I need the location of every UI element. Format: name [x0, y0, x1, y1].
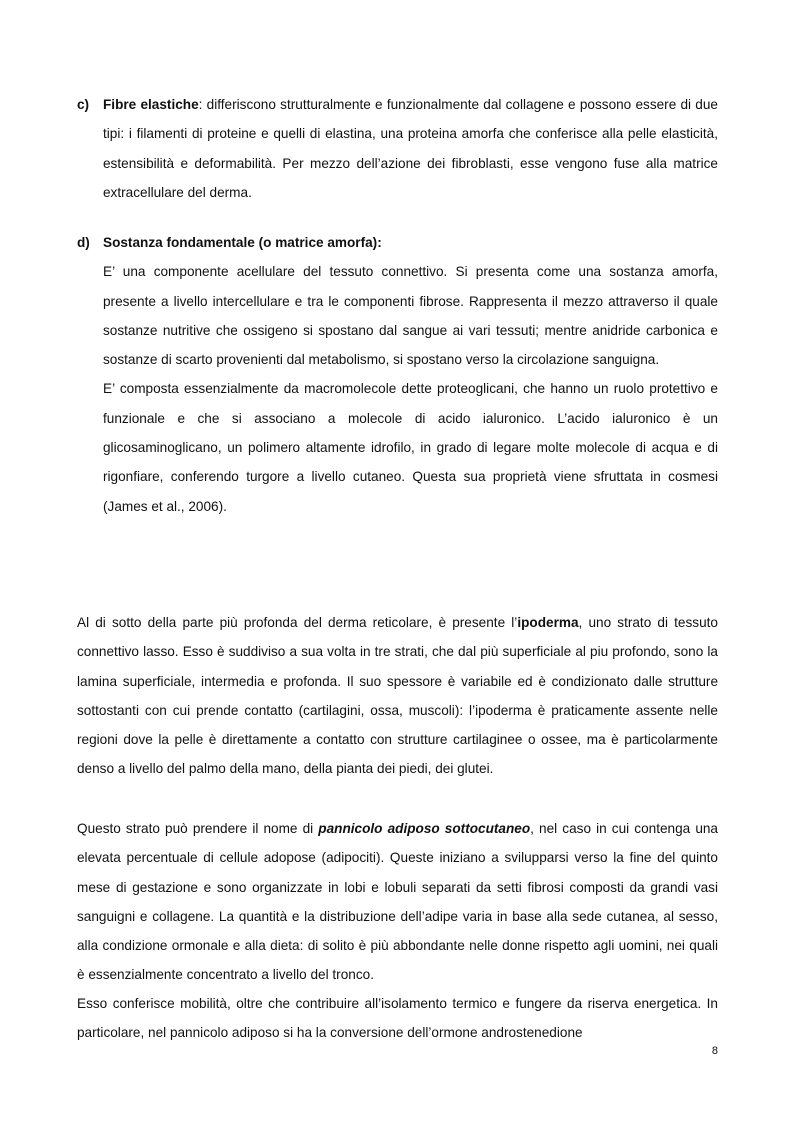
- fibre-elastiche-text: : differiscono strutturalmente e funzionalmente dal collagene e possono essere di due tipi: i filamenti di proteine e quelli di elastina, una proteina amorfa che conferisce alla pelle elasticità, estensibilità e deformabilità. Per mezzo dell’azione dei fibroblasti, esse vengono fuse alla matrice extracellulare del derma.: [103, 97, 718, 200]
- sostanza-paragraph-2: E’ composta essenzialmente da macromolecole dette proteoglicani, che hanno un ruolo protettivo e funzionale e che si associano a molecole di acido ialuronico. L’acido ialuronico è un glicosaminoglicano, un polimero altamente idrofilo, in grado di legare molte molecole di acqua e di rigonfiare, conferendo turgore a livello cutaneo. Questa sua proprietà viene sfruttata in cosmesi (James et al., 2006).: [103, 381, 718, 514]
- list-item-fibre-elastiche: [77, 90, 718, 207]
- list-marker: d): [77, 235, 90, 250]
- pannicolo-text-before: Questo strato può prendere il nome di: [77, 821, 319, 836]
- ipoderma-text-after: , uno strato di tessuto connettivo lasso. Esso è suddiviso a sua volta in tre strati, che dal più superficiale al piu profondo, sono la lamina superficiale, intermedia e profonda. Il suo spessore è variabile ed è condizionato dalle strutture sottostanti con cui prende contatto (cartilagini, ossa, muscoli): l’ipoderma è praticamente assente nelle regioni dove la pelle è direttamente a contatto con strutture cartilaginee o ossee, ma è particolarmente denso a livello del palmo della mano, della pianta dei piedi, dei glutei.: [77, 615, 718, 777]
- term-sostanza-fondamentale: Sostanza fondamentale (o matrice amorfa):: [103, 235, 382, 250]
- term-pannicolo-adiposo: pannicolo adiposo sottocutaneo: [318, 821, 531, 836]
- term-fibre-elastiche: Fibre elastiche: [103, 97, 199, 112]
- sostanza-paragraph-1: E’ una componente acellulare del tessuto connettivo. Si presenta come una sostanza amorfa, presente a livello intercellulare e tra le componenti fibrose. Rappresenta il mezzo attraverso il quale sostanze nutritive che ossigeno si spostano dal sangue ai vari tessuti; mentre anidride carbonica e sostanze di scarto provenienti dal metabolismo, si spostano verso la circolazione sanguigna.: [103, 264, 718, 368]
- paragraph-mobilita: Esso conferisce mobilità, oltre che contribuire all’isolamento termico e fungere da riserva energetica. In particolare, nel pannicolo adiposo si ha la conversione dell’ormone androstenedione: [77, 996, 718, 1041]
- ipoderma-text-before: Al di sotto della parte più profonda del derma reticolare, è presente l’: [77, 615, 518, 630]
- list-marker: c): [77, 97, 90, 112]
- list-item-content: [103, 90, 718, 207]
- list-item-sostanza-fondamentale: [77, 228, 718, 521]
- page-number: 8: [711, 1045, 718, 1057]
- pannicolo-text-after: , nel caso in cui contenga una elevata percentuale di cellule adopose (adipociti). Queste iniziano a svilupparsi verso la fine del quinto mese di gestazione e sono organizzate in lobi e lobuli separati da setti fibrosi composti da grandi vasi sanguigni e collagene. La quantità e la distribuzione dell’adipe varia in base alla sede cutanea, al sesso, alla condizione ormonale e alla dieta: di solito è più abbondante nelle donne rispetto agli uomini, nei quali è essenzialmente concentrato a livello del tronco.: [77, 821, 718, 983]
- paragraph-pannicolo: [77, 814, 718, 990]
- paragraph-ipoderma: [77, 608, 718, 784]
- list-item-content: [103, 228, 718, 521]
- term-ipoderma: ipoderma: [517, 615, 579, 630]
